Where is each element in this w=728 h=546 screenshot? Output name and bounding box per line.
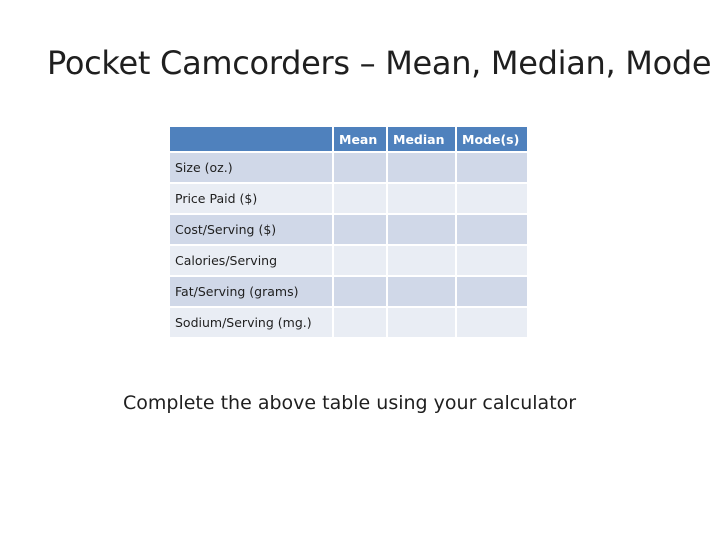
mode-cell: [456, 276, 528, 307]
mean-cell: [333, 214, 387, 245]
row-label: Price Paid ($): [170, 183, 333, 214]
median-cell: [387, 307, 456, 338]
median-cell: [387, 245, 456, 276]
row-label: Sodium/Serving (mg.): [170, 307, 333, 338]
table-header-row: [170, 127, 528, 152]
instruction-text: Complete the above table using your calculator: [123, 392, 577, 414]
table-row: [170, 183, 528, 214]
table-row: [170, 276, 528, 307]
statistics-table: [170, 127, 529, 339]
table-row: [170, 245, 528, 276]
header-modes: Mode(s): [456, 127, 528, 152]
row-label: Fat/Serving (grams): [170, 276, 333, 307]
mode-cell: [456, 183, 528, 214]
mode-cell: [456, 307, 528, 338]
mode-cell: [456, 152, 528, 183]
row-label: Size (oz.): [170, 152, 333, 183]
mean-cell: [333, 183, 387, 214]
mean-cell: [333, 245, 387, 276]
row-label: Calories/Serving: [170, 245, 333, 276]
median-cell: [387, 214, 456, 245]
header-blank: [170, 127, 333, 152]
row-label: Cost/Serving ($): [170, 214, 333, 245]
table-row: [170, 152, 528, 183]
header-median: Median: [387, 127, 456, 152]
header-mean: Mean: [333, 127, 387, 152]
slide-title: Pocket Camcorders – Mean, Median, Mode: [47, 44, 712, 82]
table-row: [170, 214, 528, 245]
median-cell: [387, 183, 456, 214]
mean-cell: [333, 152, 387, 183]
median-cell: [387, 276, 456, 307]
mean-cell: [333, 307, 387, 338]
table-row: [170, 307, 528, 338]
median-cell: [387, 152, 456, 183]
mode-cell: [456, 245, 528, 276]
mode-cell: [456, 214, 528, 245]
mean-cell: [333, 276, 387, 307]
